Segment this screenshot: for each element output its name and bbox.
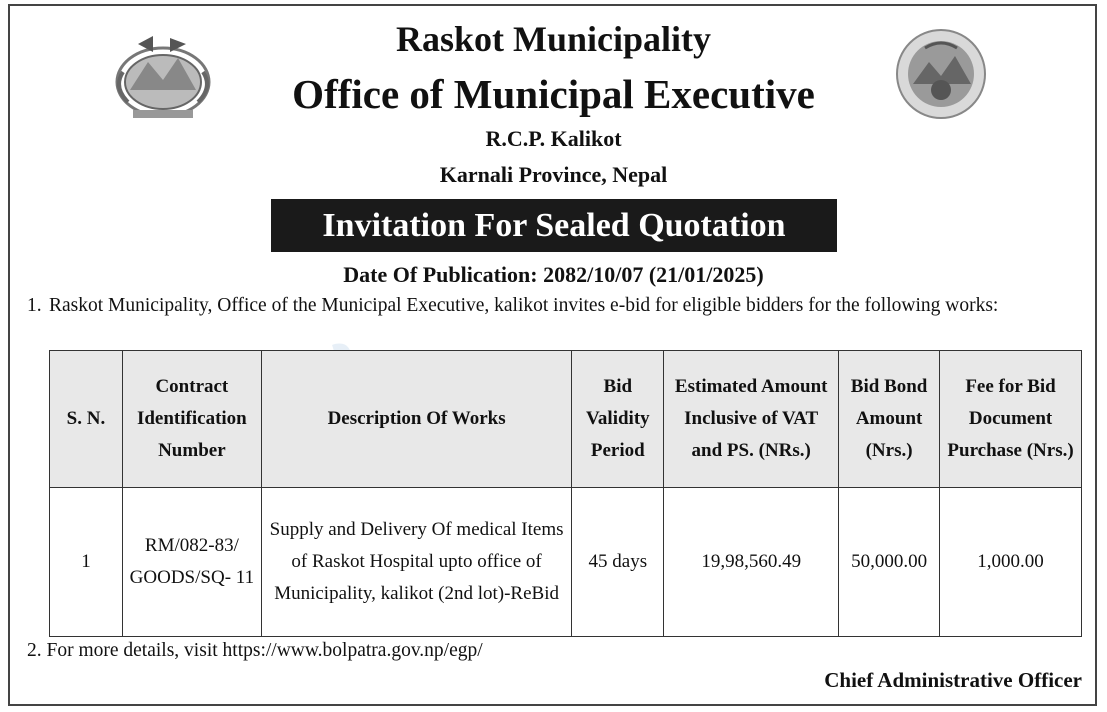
notice-title-banner: Invitation For Sealed Quotation bbox=[271, 199, 837, 252]
signatory-title: Chief Administrative Officer bbox=[824, 668, 1082, 692]
cell-validity: 45 days bbox=[572, 488, 664, 637]
paragraph-2: 2. For more details, visit https://www.bolpatra.gov.np/egp/ bbox=[27, 640, 483, 661]
cell-estimated-amount: 19,98,560.49 bbox=[664, 488, 839, 637]
table-row bbox=[50, 488, 1082, 637]
cell-sn: 1 bbox=[50, 488, 123, 637]
paragraph-1-number: 1. bbox=[27, 295, 42, 316]
cell-bid-bond: 50,000.00 bbox=[839, 488, 940, 637]
header-contract-id: Contract Identification Number bbox=[122, 351, 261, 488]
header-fee: Fee for Bid Document Purchase (Nrs.) bbox=[940, 351, 1082, 488]
header-description: Description Of Works bbox=[261, 351, 571, 488]
municipality-name: Raskot Municipality bbox=[395, 19, 712, 59]
header-bid-bond: Bid Bond Amount (Nrs.) bbox=[839, 351, 940, 488]
address-line-1: R.C.P. Kalikot bbox=[485, 126, 622, 151]
paragraph-1-text: Raskot Municipality, Office of the Municipal Executive, kalikot invites e-bid for eligible bidders for the following works: bbox=[49, 295, 999, 316]
cell-contract-id: RM/082-83/ GOODS/SQ- 11 bbox=[122, 488, 261, 637]
publication-date: Date Of Publication: 2082/10/07 (21/01/2025) bbox=[343, 262, 764, 287]
paragraph-1 bbox=[27, 292, 1082, 320]
header-validity: Bid Validity Period bbox=[572, 351, 664, 488]
cell-fee: 1,000.00 bbox=[940, 488, 1082, 637]
cell-description: Supply and Delivery Of medical Items of Raskot Hospital upto office of Municipality, kalikot (2nd lot)-ReBid bbox=[261, 488, 571, 637]
office-name: Office of Municipal Executive bbox=[292, 71, 815, 117]
table-header-row bbox=[50, 351, 1082, 488]
header-estimated-amount: Estimated Amount Inclusive of VAT and PS. (NRs.) bbox=[664, 351, 839, 488]
header-sn: S. N. bbox=[50, 351, 123, 488]
address-line-2: Karnali Province, Nepal bbox=[439, 162, 668, 187]
works-table bbox=[49, 350, 1082, 637]
